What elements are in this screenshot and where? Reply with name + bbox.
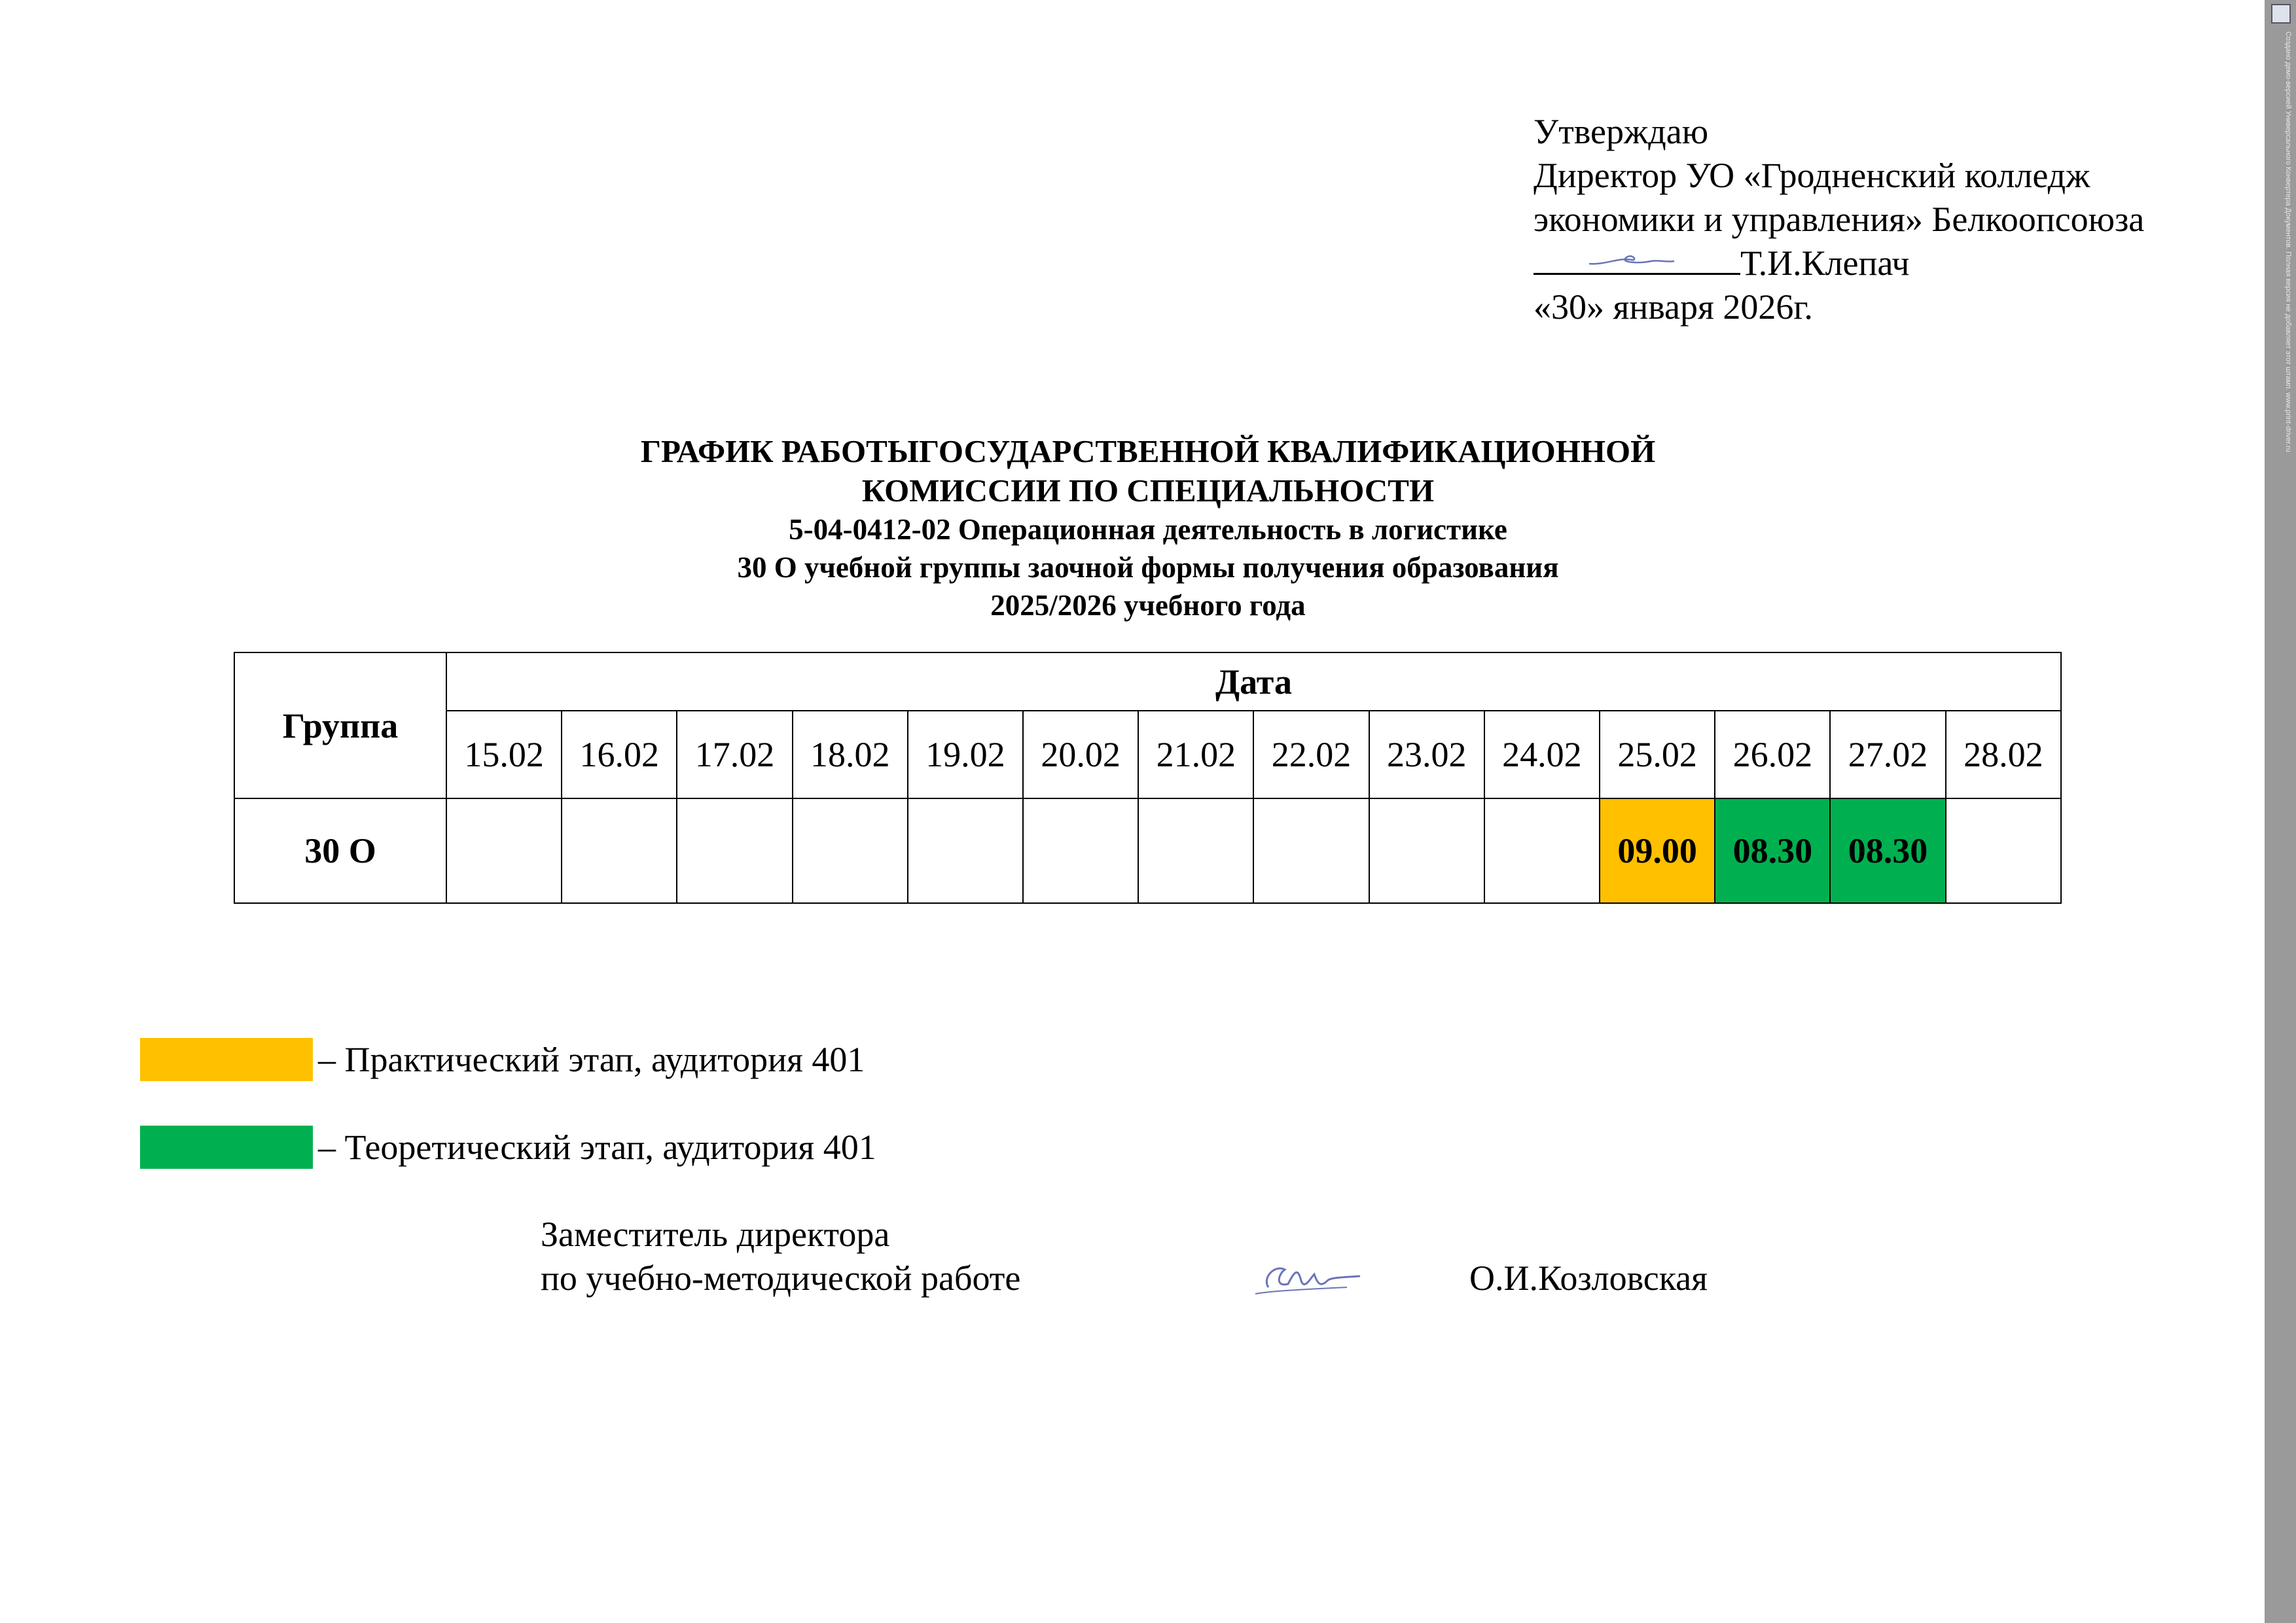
approval-line-1: Утверждаю (1534, 112, 1709, 151)
group-column-header: Группа (234, 652, 446, 798)
legend-label-theoretical: – Теоретический этап, аудитория 401 (318, 1128, 876, 1167)
schedule-cell (446, 798, 562, 903)
date-cell: 22.02 (1253, 711, 1369, 798)
title-line-5: 2025/2026 учебного года (990, 589, 1306, 622)
date-cell: 20.02 (1023, 711, 1138, 798)
header-row (234, 652, 2061, 711)
document-title (0, 432, 2296, 624)
legend-swatch-practical (140, 1038, 313, 1081)
schedule-cell: 09.00 (1600, 798, 1715, 903)
legend-practical (140, 1038, 865, 1081)
approver-name: Т.И.Клепач (1740, 243, 1910, 283)
schedule-cell (1369, 798, 1484, 903)
schedule-cell (1138, 798, 1253, 903)
schedule-cell (793, 798, 908, 903)
table-row (234, 798, 2061, 903)
approval-line-2: Директор УО «Гродненский колледж (1534, 156, 2090, 195)
date-cell: 17.02 (677, 711, 792, 798)
date-cell: 26.02 (1715, 711, 1830, 798)
date-cell: 18.02 (793, 711, 908, 798)
dates-row (234, 711, 2061, 798)
deputy-line-2: по учебно-методической работе (541, 1258, 1021, 1298)
schedule-cell (908, 798, 1023, 903)
converter-stamp-note: Создано демо-версией Универсального Конвертера Документов. Полная версия не добавляет этот штамп. www.print-driver.ru (2284, 31, 2292, 452)
date-cell: 23.02 (1369, 711, 1484, 798)
schedule-cell: 08.30 (1715, 798, 1830, 903)
date-cell: 28.02 (1946, 711, 2061, 798)
approval-line-3: экономики и управления» Белкоопсоюза (1534, 200, 2145, 239)
title-line-4: 30 О учебной группы заочной формы получения образования (737, 551, 1559, 584)
date-column-header: Дата (446, 652, 2061, 711)
date-cell: 15.02 (446, 711, 562, 798)
converter-logo-icon (2271, 4, 2291, 24)
date-cell: 24.02 (1484, 711, 1600, 798)
date-cell: 25.02 (1600, 711, 1715, 798)
deputy-block (541, 1213, 1020, 1300)
schedule-cell (1023, 798, 1138, 903)
date-cell: 16.02 (562, 711, 677, 798)
date-cell: 21.02 (1138, 711, 1253, 798)
group-cell: 30 О (234, 798, 446, 903)
approver-signature-icon (1586, 245, 1677, 272)
title-line-3: 5-04-0412-02 Операционная деятельность в логистике (789, 513, 1507, 546)
title-line-1: ГРАФИК РАБОТЫГОСУДАРСТВЕННОЙ КВАЛИФИКАЦИОННОЙ (640, 433, 1656, 469)
deputy-signature-icon (1249, 1251, 1367, 1304)
legend-label-practical: – Практический этап, аудитория 401 (318, 1040, 865, 1079)
date-cell: 19.02 (908, 711, 1023, 798)
schedule-cell: 08.30 (1830, 798, 1945, 903)
title-line-2: КОМИССИИ ПО СПЕЦИАЛЬНОСТИ (861, 473, 1435, 508)
approval-signature-line (1534, 241, 2144, 285)
schedule-cell (1253, 798, 1369, 903)
legend-theoretical (140, 1126, 876, 1169)
approval-block (1534, 110, 2144, 329)
schedule-cell (1946, 798, 2061, 903)
date-cell: 27.02 (1830, 711, 1945, 798)
scrollbar[interactable] (2265, 0, 2296, 1623)
schedule-table (234, 652, 2062, 904)
deputy-line-1: Заместитель директора (541, 1215, 890, 1254)
schedule-cell (1484, 798, 1600, 903)
schedule-cell (677, 798, 792, 903)
approval-date: «30» января 2026г. (1534, 287, 1813, 327)
deputy-name: О.И.Козловская (1469, 1258, 1708, 1298)
legend-swatch-theoretical (140, 1126, 313, 1169)
schedule-cell (562, 798, 677, 903)
